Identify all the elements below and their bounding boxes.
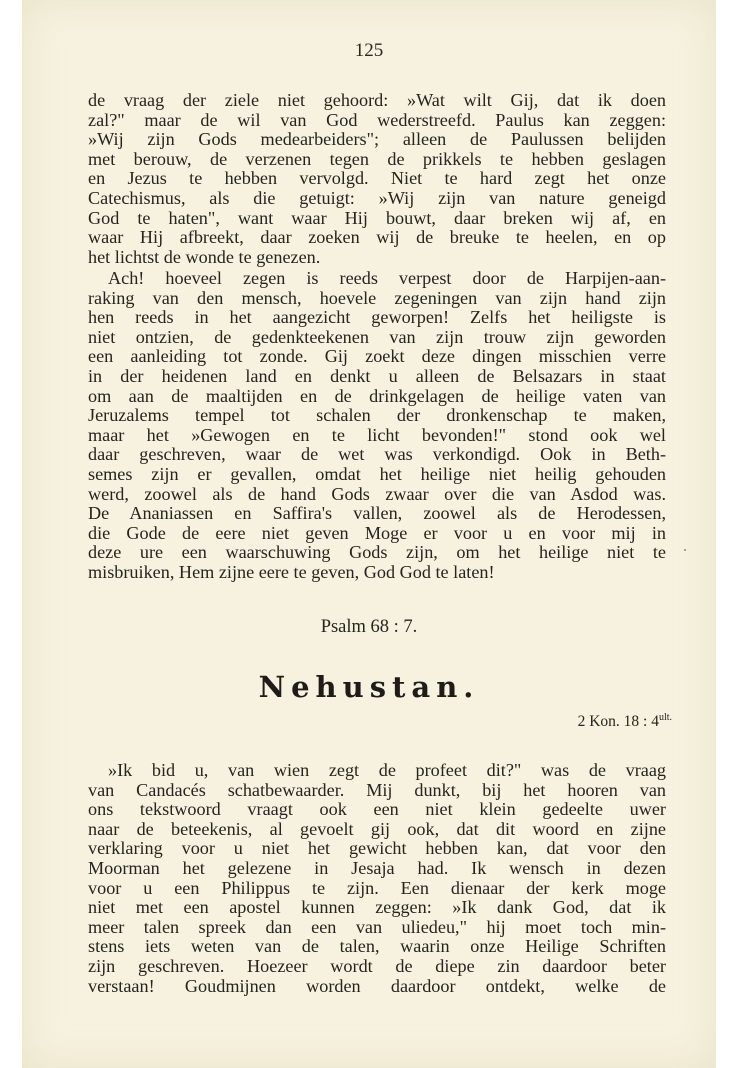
text-line: die Gode de eere niet geven Moge er voor u en voor mij in <box>88 522 666 543</box>
text-line: de vraag der ziele niet gehoord: »Wat wilt Gij, dat ik doen <box>88 90 666 110</box>
text-line: stens iets weten van de talen, waarin onze Heilige Schriften <box>88 936 666 957</box>
text-line: deze ure een waarschuwing Gods zijn, om het heilige niet te <box>88 542 666 563</box>
text-line: zijn geschreven. Hoezeer wordt de diepe zin daardoor beter <box>88 955 666 976</box>
text-line: naar de beteekenis, al gevoelt gij ook, dat dit woord en zijne <box>88 818 666 839</box>
paragraph-2 <box>88 269 666 583</box>
paragraph-1 <box>88 91 666 267</box>
text-line: in der heidenen land en denkt u alleen de Belsazars in staat <box>88 365 666 386</box>
text-line: Catechismus, als die getuigt: »Wij zijn van nature geneigd <box>88 187 666 208</box>
paragraph-3 <box>88 761 666 996</box>
text-line: verstaan! Goudmijnen worden daardoor ontdekt, welke de <box>88 975 666 996</box>
text-line: »Ik bid u, van wien zegt de profeet dit?" was de vraag <box>108 760 666 780</box>
text-line: hen reeds in het aangezicht geworpen! Zelfs het heiligste is <box>88 307 666 328</box>
text-line: ons tekstwoord vraagt ook een niet klein gedeelte uwer <box>88 799 666 820</box>
text-line: Moorman het gelezene in Jesaja had. Ik wensch in dezen <box>88 857 666 878</box>
page-number: 125 <box>354 40 384 61</box>
margin-speck <box>684 549 686 551</box>
text-line: een aanleiding tot zonde. Gij zoekt deze dingen misschien verre <box>88 346 666 367</box>
text-line: verklaring voor u niet het gewicht hebben kan, dat voor den <box>88 838 666 859</box>
text-line: maar het »Gewogen en te licht bevonden!" stond ook wel <box>88 424 666 445</box>
text-line: van Candacés schatbewaarder. Mij dunkt, bij het hooren van <box>88 779 666 800</box>
text-line: zal?" maar de wil van God wederstreefd. Paulus kan zeggen: <box>88 109 666 130</box>
text-line: meer talen spreek dan een van uliedeu," hij moet toch min- <box>88 916 666 937</box>
text-line: en Jezus te hebben vervolgd. Niet te hard zegt het onze <box>88 168 666 189</box>
book-page <box>22 0 716 1068</box>
text-line: om aan de maaltijden en de drinkgelagen de heilige vaten van <box>88 385 666 406</box>
text-line: niet ontzien, de gedenkteekenen van zijn trouw zijn geworden <box>88 326 666 347</box>
text-line: raking van den mensch, hoevele zegeningen van zijn hand zijn <box>88 287 666 308</box>
scripture-reference <box>22 712 716 731</box>
text-line: Ach! hoeveel zegen is reeds verpest door de Harpijen-aan- <box>108 268 666 288</box>
text-line: semes zijn er gevallen, omdat het heilige niet heilig gehouden <box>88 463 666 484</box>
text-line: waar Hij afbreekt, daar zoeken wij de breuke te heelen, en op <box>88 227 666 248</box>
text-line: daar geschreven, waar de wet was verkondigd. Ook in Beth- <box>88 444 666 465</box>
text-line: voor u een Philippus te zijn. Een dienaar der kerk moge <box>88 877 666 898</box>
text-line: niet met een apostel kunnen zeggen: »Ik dank God, dat ik <box>88 897 666 918</box>
text-line: misbruiken, Hem zijne eere te geven, God God te laten! <box>88 561 495 582</box>
text-line: werd, zoowel als de hand Gods zwaar over die van Asdod was. <box>88 483 666 504</box>
section-title: Nehustan. <box>258 670 480 704</box>
text-line: De Ananiassen en Saffira's vallen, zoowel als de Herodessen, <box>88 503 666 524</box>
text-line: het lichtst de wonde te genezen. <box>88 246 321 267</box>
text-line: Jeruzalems tempel tot schalen der dronkenschap te maken, <box>88 405 666 426</box>
text-line: met berouw, de verzenen tegen de prikkels te hebben geslagen <box>88 148 666 169</box>
psalm-reference: Psalm 68 : 7. <box>320 617 418 637</box>
text-line: »Wij zijn Gods medearbeiders"; alleen de Paulussen belijden <box>88 129 666 150</box>
text-line: God te haten", want waar Hij bouwt, daar breken wij af, en <box>88 207 666 228</box>
reference-text: 2 Kon. 18 : 4 <box>577 713 659 731</box>
reference-suffix: ult. <box>658 712 672 723</box>
